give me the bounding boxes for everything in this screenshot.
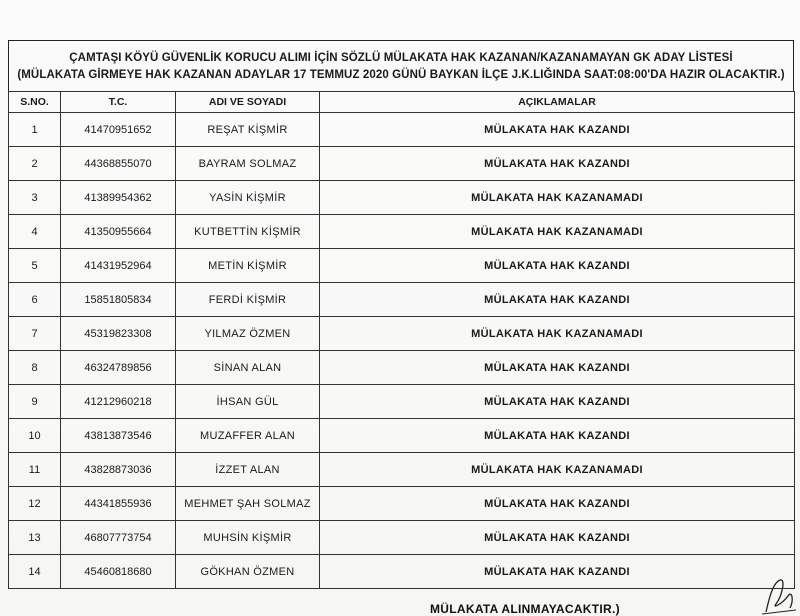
table-row (9, 351, 795, 385)
row-name: SİNAN ALAN (176, 351, 320, 385)
table-row (9, 453, 795, 487)
table-row (9, 181, 795, 215)
row-sno: 7 (9, 317, 61, 351)
row-tc: 41389954362 (61, 181, 176, 215)
header-name: ADI VE SOYADI (176, 92, 320, 113)
table-row (9, 521, 795, 555)
table-row (9, 419, 795, 453)
row-sno: 14 (9, 555, 61, 589)
row-sno: 12 (9, 487, 61, 521)
row-description: MÜLAKATA HAK KAZANAMADI (320, 453, 795, 487)
row-tc: 41431952964 (61, 249, 176, 283)
signature-mark (760, 574, 798, 616)
row-description: MÜLAKATA HAK KAZANDI (320, 521, 795, 555)
row-description: MÜLAKATA HAK KAZANDI (320, 113, 795, 147)
row-tc: 46807773754 (61, 521, 176, 555)
row-name: KUTBETTİN KİŞMİR (176, 215, 320, 249)
header-tc: T.C. (61, 92, 176, 113)
table-row (9, 113, 795, 147)
row-sno: 6 (9, 283, 61, 317)
table-row (9, 317, 795, 351)
row-tc: 15851805834 (61, 283, 176, 317)
header-description: AÇIKLAMALAR (320, 92, 795, 113)
row-name: İZZET ALAN (176, 453, 320, 487)
table-row (9, 283, 795, 317)
row-sno: 5 (9, 249, 61, 283)
table-header-row (9, 92, 795, 113)
row-description: MÜLAKATA HAK KAZANDI (320, 249, 795, 283)
row-description: MÜLAKATA HAK KAZANDI (320, 419, 795, 453)
row-description: MÜLAKATA HAK KAZANDI (320, 147, 795, 181)
row-name: REŞAT KİŞMİR (176, 113, 320, 147)
row-tc: 46324789856 (61, 351, 176, 385)
row-description: MÜLAKATA HAK KAZANDI (320, 351, 795, 385)
row-name: YILMAZ ÖZMEN (176, 317, 320, 351)
row-description: MÜLAKATA HAK KAZANAMADI (320, 181, 795, 215)
header-sno: S.NO. (9, 92, 61, 113)
row-name: MUZAFFER ALAN (176, 419, 320, 453)
row-sno: 10 (9, 419, 61, 453)
table-row (9, 249, 795, 283)
document-body (8, 40, 794, 589)
row-tc: 44368855070 (61, 147, 176, 181)
row-name: FERDİ KİŞMİR (176, 283, 320, 317)
row-tc: 45319823308 (61, 317, 176, 351)
row-name: İHSAN GÜL (176, 385, 320, 419)
row-description: MÜLAKATA HAK KAZANDI (320, 487, 795, 521)
row-tc: 43828873036 (61, 453, 176, 487)
row-name: GÖKHAN ÖZMEN (176, 555, 320, 589)
title-line-1: ÇAMTAŞI KÖYÜ GÜVENLİK KORUCU ALIMI İÇİN SÖZLÜ MÜLAKATA HAK KAZANAN/KAZANAMAYAN GK ADAY LİSTESİ (69, 52, 733, 64)
row-sno: 2 (9, 147, 61, 181)
title-line-2: (MÜLAKATA GİRMEYE HAK KAZANAN ADAYLAR 17 TEMMUZ 2020 GÜNÜ BAYKAN İLÇE J.K.LIĞINDA SAAT:08:00'DA HAZIR OLACAKTIR.) (17, 69, 785, 81)
candidate-table (8, 91, 795, 589)
row-tc: 43813873546 (61, 419, 176, 453)
row-tc: 44341855936 (61, 487, 176, 521)
row-name: BAYRAM SOLMAZ (176, 147, 320, 181)
row-tc: 41350955664 (61, 215, 176, 249)
table-row (9, 385, 795, 419)
row-tc: 41212960218 (61, 385, 176, 419)
row-description: MÜLAKATA HAK KAZANAMADI (320, 317, 795, 351)
row-sno: 4 (9, 215, 61, 249)
row-sno: 11 (9, 453, 61, 487)
row-name: YASİN KİŞMİR (176, 181, 320, 215)
row-description: MÜLAKATA HAK KAZANDI (320, 555, 795, 589)
row-name: MUHSİN KİŞMİR (176, 521, 320, 555)
row-name: METİN KİŞMİR (176, 249, 320, 283)
row-description: MÜLAKATA HAK KAZANDI (320, 283, 795, 317)
title-box (8, 40, 794, 92)
row-name: MEHMET ŞAH SOLMAZ (176, 487, 320, 521)
row-tc: 45460818680 (61, 555, 176, 589)
row-description: MÜLAKATA HAK KAZANDI (320, 385, 795, 419)
row-sno: 8 (9, 351, 61, 385)
row-sno: 13 (9, 521, 61, 555)
table-row (9, 215, 795, 249)
table-row (9, 487, 795, 521)
row-sno: 3 (9, 181, 61, 215)
row-tc: 41470951652 (61, 113, 176, 147)
footer-note: MÜLAKATA ALINMAYACAKTIR.) (430, 602, 620, 616)
table-row (9, 147, 795, 181)
row-sno: 9 (9, 385, 61, 419)
row-sno: 1 (9, 113, 61, 147)
row-description: MÜLAKATA HAK KAZANAMADI (320, 215, 795, 249)
table-row (9, 555, 795, 589)
